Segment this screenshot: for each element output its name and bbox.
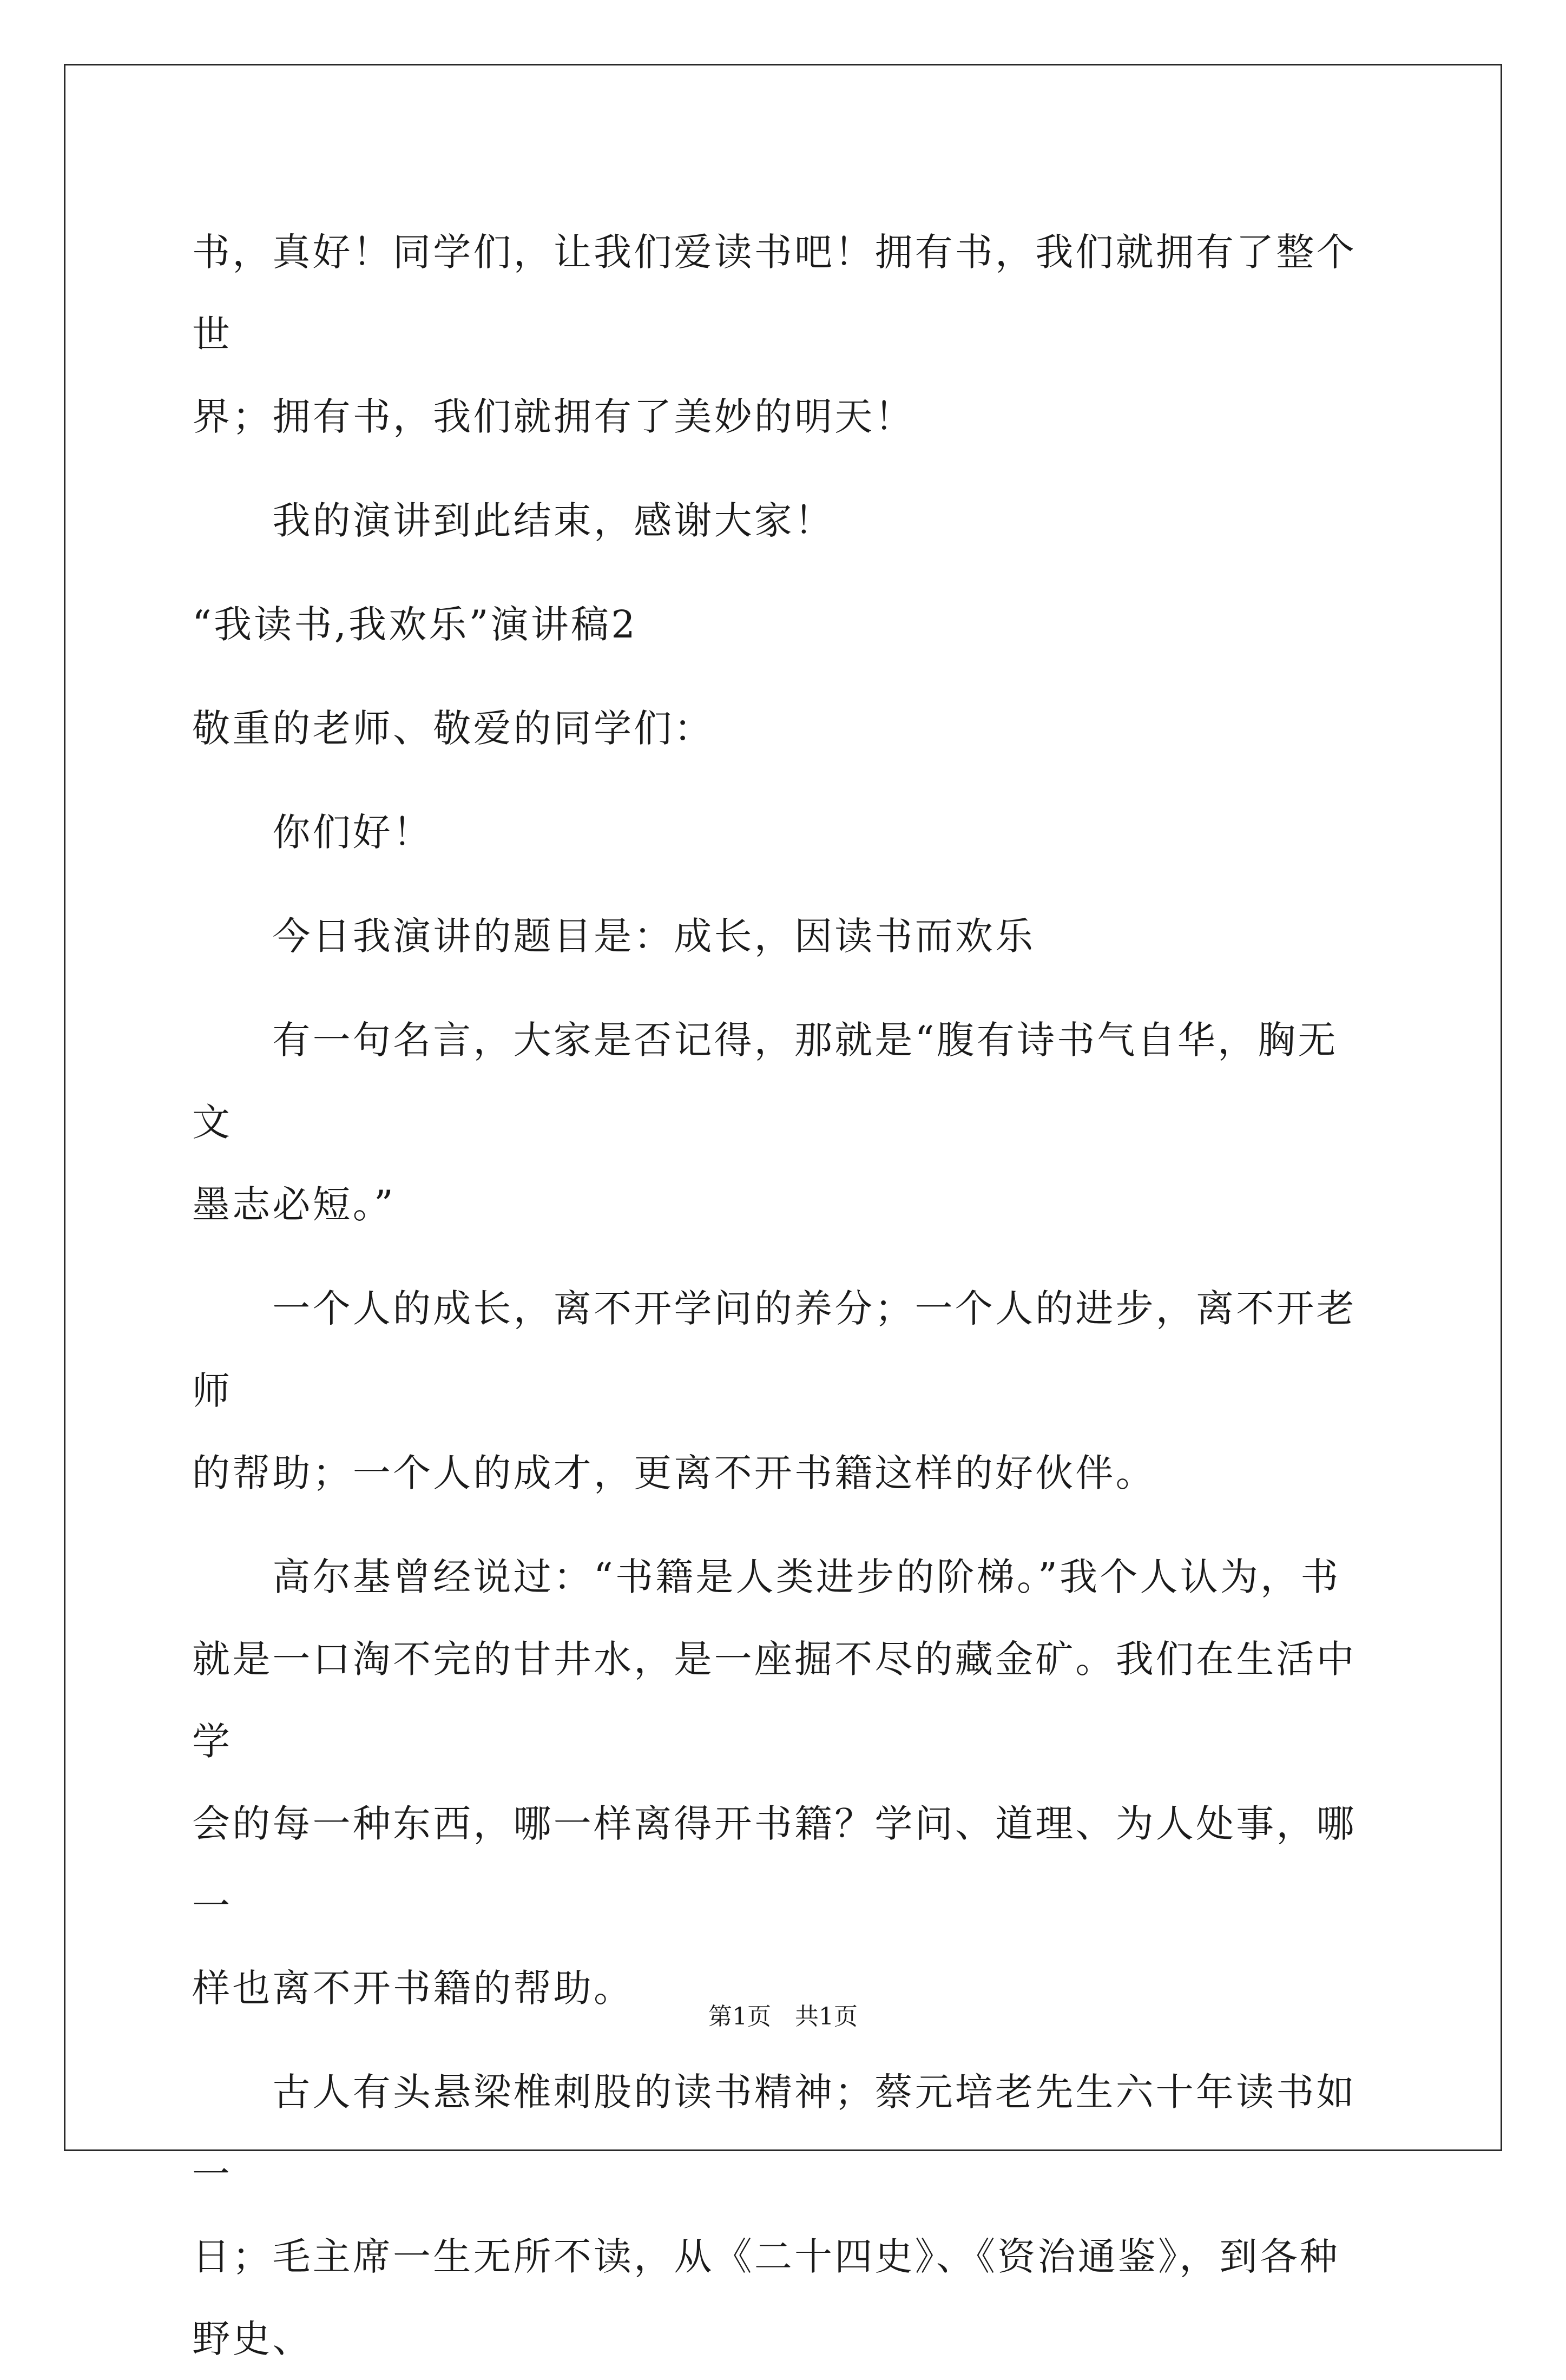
page-footer: 第1页 共1页 — [708, 2003, 858, 2030]
text-line: 书，真好！同学们，让我们爱读书吧！拥有书，我们就拥有了整个世 — [192, 230, 1357, 357]
text-line: 有一句名言，大家是否记得，那就是“腹有诗书气自华，胸无文 — [192, 1018, 1338, 1145]
document-body — [192, 211, 1377, 2380]
text-line: 会的每一种东西，哪一样离得开书籍？学问、道理、为人处事，哪一 — [192, 1802, 1357, 1928]
text-line: 高尔基曾经说过：“书籍是人类进步的阶梯。”我个人认为，书 — [272, 1555, 1341, 1599]
text-line: 古人有头悬梁椎刺股的读书精神；蔡元培老先生六十年读书如一 — [192, 2070, 1357, 2197]
section-title: “我读书,我欢乐”演讲稿2 — [192, 602, 637, 647]
text-line: 墨志必短。” — [192, 1182, 396, 1227]
text-line: 样也离不开书籍的帮助。 — [192, 1966, 634, 2010]
paragraph-closing: 我的演讲到此结束，感谢大家！ — [272, 498, 835, 543]
text-line: 日；毛主席一生无所不读，从《二十四史》、《资治通鉴》，到各种野史、 — [192, 2234, 1340, 2361]
text-line: 的帮助；一个人的成才，更离不开书籍这样的好伙伴。 — [192, 1451, 1156, 1495]
greeting: 你们好！ — [272, 810, 433, 854]
text-line: 界；拥有书，我们就拥有了美妙的明天！ — [192, 395, 915, 439]
text-line: 一个人的成长，离不开学问的养分；一个人的进步，离不开老师 — [192, 1286, 1357, 1413]
speech-topic: 今日我演讲的题目是：成长，因读书而欢乐 — [272, 914, 1036, 958]
salutation: 敬重的老师、敬爱的同学们： — [192, 706, 714, 751]
text-line: 就是一口淘不完的甘井水，是一座掘不尽的藏金矿。我们在生活中学 — [192, 1637, 1357, 1764]
